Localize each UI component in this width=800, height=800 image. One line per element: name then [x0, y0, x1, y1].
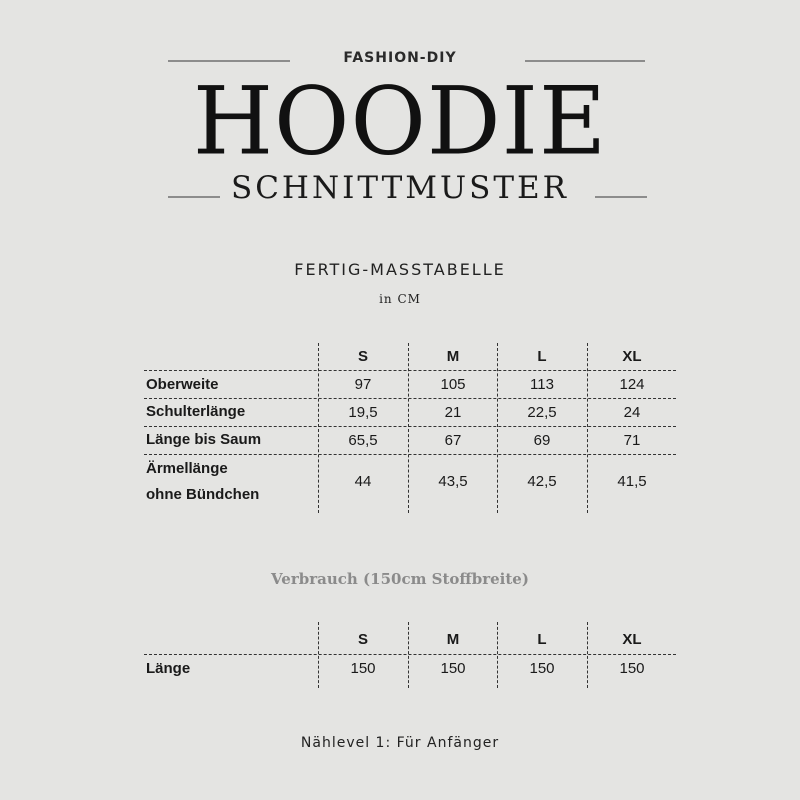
measure-cell: 97 — [354, 376, 372, 393]
measure-table-title: FERTIG-MASSTABELLE — [294, 260, 506, 279]
measure-cell: 42,5 — [527, 473, 557, 490]
usage-cell: 150 — [529, 660, 555, 677]
page-title: HOODIE — [192, 66, 608, 177]
measure-cell: 19,5 — [348, 404, 378, 421]
measure-row-label: ohne Bündchen — [146, 486, 260, 503]
measure-row-divider — [144, 454, 676, 455]
measure-cell: 69 — [533, 432, 551, 449]
page-subtitle: SCHNITTMUSTER — [230, 170, 570, 206]
usage-row-divider — [144, 654, 676, 655]
measure-cell: 124 — [619, 376, 645, 393]
usage-size-header: XL — [622, 631, 642, 648]
brand-label: FASHION-DIY — [343, 50, 457, 66]
measure-row-label: Schulterlänge — [146, 403, 246, 420]
usage-cell: 150 — [440, 660, 466, 677]
measure-cell: 41,5 — [617, 473, 647, 490]
measure-size-header: XL — [622, 348, 642, 365]
usage-row-label: Länge — [146, 660, 191, 677]
sewing-level-label: Nählevel 1: Für Anfänger — [300, 735, 500, 751]
measure-table-unit: in CM — [379, 292, 421, 306]
measure-cell: 43,5 — [438, 473, 468, 490]
measure-size-header: M — [446, 348, 460, 365]
measure-size-header: L — [537, 348, 547, 365]
usage-size-header: S — [357, 631, 368, 648]
measure-row-label: Länge bis Saum — [146, 431, 262, 448]
measure-cell: 105 — [440, 376, 466, 393]
measure-cell: 24 — [623, 404, 641, 421]
usage-cell: 150 — [350, 660, 376, 677]
measure-cell: 21 — [444, 404, 462, 421]
measure-cell: 22,5 — [527, 404, 557, 421]
usage-table-title: Verbrauch (150cm Stoffbreite) — [271, 570, 529, 588]
usage-cell: 150 — [619, 660, 645, 677]
measure-row-divider — [144, 370, 676, 371]
usage-size-header: L — [537, 631, 547, 648]
measure-row-label: Oberweite — [146, 376, 219, 393]
usage-size-header: M — [446, 631, 460, 648]
measure-cell: 44 — [354, 473, 372, 490]
measure-cell: 67 — [444, 432, 462, 449]
measure-row-label: Ärmellänge — [146, 460, 228, 477]
measure-cell: 65,5 — [348, 432, 378, 449]
measure-cell: 113 — [530, 376, 554, 393]
measure-size-header: S — [357, 348, 368, 365]
measure-cell: 71 — [623, 432, 641, 449]
